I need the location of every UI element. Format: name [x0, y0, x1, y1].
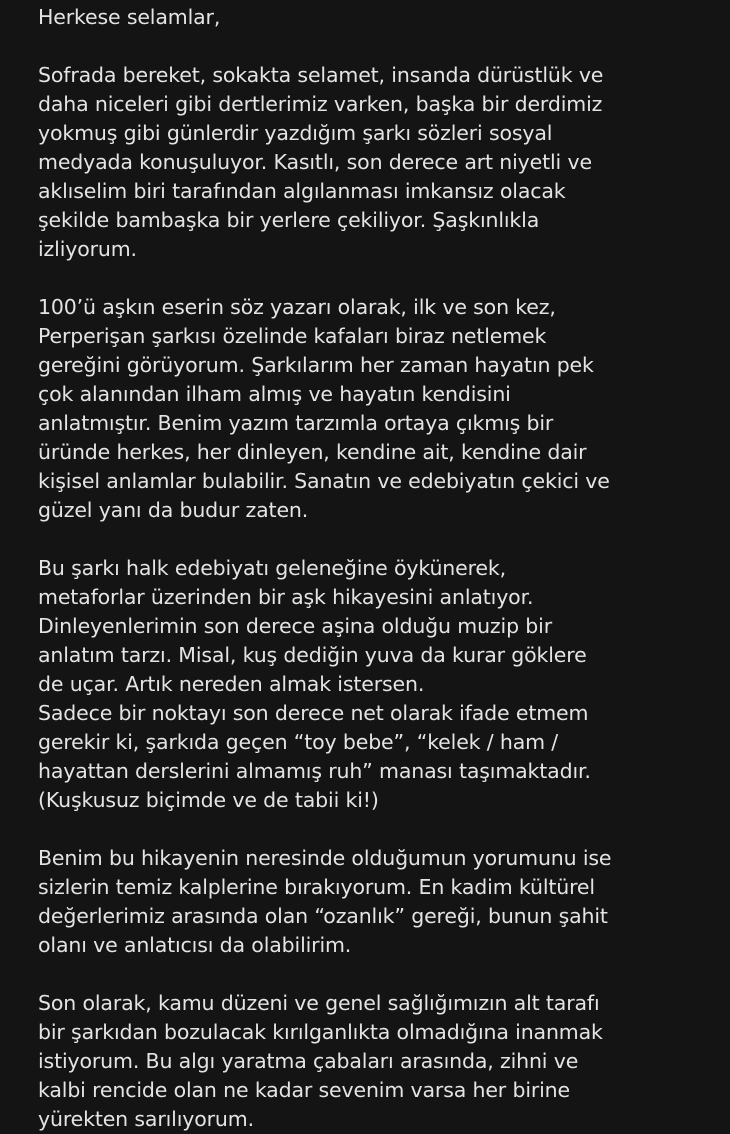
paragraph-line: hayattan derslerini almamış ruh” manası taşımaktadır.	[38, 759, 591, 783]
paragraph-line: sizlerin temiz kalplerine bırakıyorum. En kadim kültürel	[38, 875, 595, 899]
paragraph-line: metaforlar üzerinden bir aşk hikayesini anlatıyor.	[38, 585, 534, 609]
paragraph-line: olanı ve anlatıcısı da olabilirim.	[38, 933, 352, 957]
paragraph-line: (Kuşkusuz biçimde ve de tabii ki!)	[38, 788, 379, 812]
paragraph-line: Sofrada bereket, sokakta selamet, insanda dürüstlük ve	[38, 63, 604, 87]
paragraph-line: gerekir ki, şarkıda geçen “toy bebe”, “kelek / ham /	[38, 730, 559, 754]
paragraph-line: 100’ü aşkın eserin söz yazarı olarak, ilk ve son kez,	[38, 295, 556, 319]
paragraph-line: Son olarak, kamu düzeni ve genel sağlığımızın alt tarafı	[38, 991, 600, 1015]
paragraph-1	[38, 61, 720, 264]
paragraph-line: üründe herkes, her dinleyen, kendine ait, kendine dair	[38, 440, 587, 464]
paragraph-line: izliyorum.	[38, 237, 137, 261]
paragraph-line: aklıselim biri tarafından algılanması imkansız olacak	[38, 179, 566, 203]
paragraph-line: medyada konuşuluyor. Kasıtlı, son derece art niyetli ve	[38, 150, 592, 174]
paragraph-line: çok alanından ilham almış ve hayatın kendisini	[38, 382, 511, 406]
paragraph-gap	[38, 32, 720, 61]
paragraph-line: anlatım tarzı. Misal, kuş dediğin yuva da kurar göklere	[38, 643, 587, 667]
paragraph-line: Bu şarkı halk edebiyatı geleneğine öykünerek,	[38, 556, 506, 580]
paragraph-gap	[38, 525, 720, 554]
paragraph-line: bir şarkıdan bozulacak kırılganlıkta olmadığına inanmak	[38, 1020, 603, 1044]
paragraph-line: Perperişan şarkısı özelinde kafaları biraz netlemek	[38, 324, 547, 348]
paragraph-gap	[38, 815, 720, 844]
paragraph-line: güzel yanı da budur zaten.	[38, 498, 309, 522]
paragraph-line: yürekten sarılıyorum.	[38, 1107, 254, 1131]
paragraph-line: değerlerimiz arasında olan “ozanlık” gereği, bunun şahit	[38, 904, 608, 928]
paragraph-line: Sadece bir noktayı son derece net olarak ifade etmem	[38, 701, 589, 725]
paragraph-line: daha niceleri gibi dertlerimiz varken, başka bir derdimiz	[38, 92, 603, 116]
paragraph-line: kişisel anlamlar bulabilir. Sanatın ve edebiyatın çekici ve	[38, 469, 610, 493]
paragraph-line: gereğini görüyorum. Şarkılarım her zaman hayatın pek	[38, 353, 594, 377]
paragraph-2	[38, 293, 720, 525]
paragraph-line: yokmuş gibi günlerdir yazdığım şarkı sözleri sosyal	[38, 121, 553, 145]
paragraph-line: de uçar. Artık nereden almak istersen.	[38, 672, 425, 696]
paragraph-4	[38, 844, 720, 960]
paragraph-line: Dinleyenlerimin son derece aşina olduğu muzip bir	[38, 614, 552, 638]
paragraph-gap	[38, 264, 720, 293]
paragraph-line: istiyorum. Bu algı yaratma çabaları arasında, zihni ve	[38, 1049, 579, 1073]
paragraph-line: şekilde bambaşka bir yerlere çekiliyor. Şaşkınlıkla	[38, 208, 540, 232]
greeting: Herkese selamlar,	[38, 5, 221, 29]
paragraph-3	[38, 554, 720, 815]
paragraph-line: anlatmıştır. Benim yazım tarzımla ortaya çıkmış bir	[38, 411, 554, 435]
paragraph-line: Benim bu hikayenin neresinde olduğumun yorumunu ise	[38, 846, 612, 870]
paragraph-5	[38, 989, 720, 1134]
paragraph-line: kalbi rencide olan ne kadar sevenim varsa her birine	[38, 1078, 570, 1102]
paragraph-gap	[38, 960, 720, 989]
